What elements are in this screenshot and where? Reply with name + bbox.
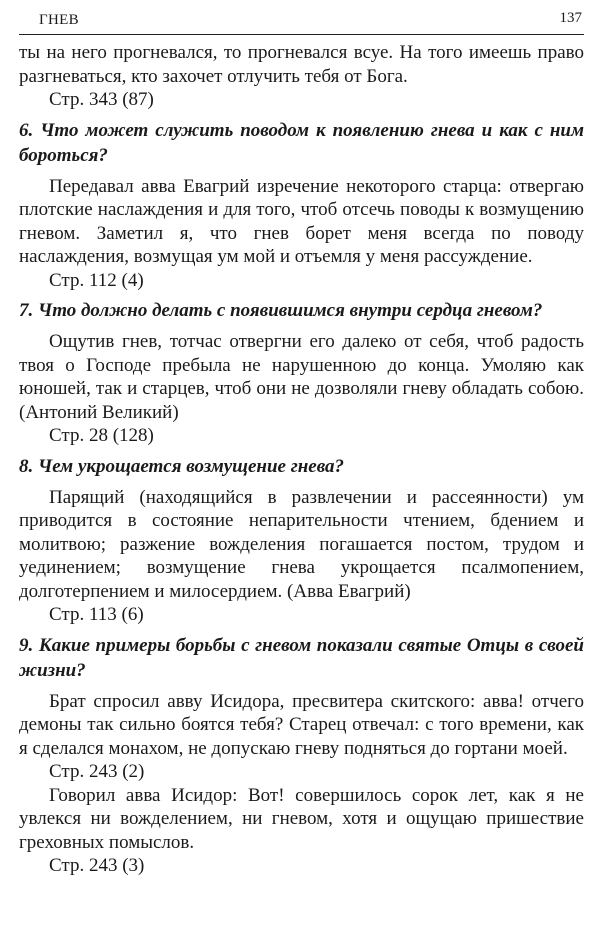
continuation-paragraph: ты на него прогневался, то прогневался всуе. На того имеешь право разгневаться, кто захочет отлучить тебя от Бога. — [19, 42, 584, 87]
answer-paragraph: Ощутив гнев, тотчас отвергни его далеко от себя, чтоб радость твоя о Господе пребыла не нарушенною до конца. Умоляю как юношей, так и старцев, чтоб они не дозволяли гневу обладать собою. (Антоний Великий) — [19, 331, 584, 423]
page-content — [19, 41, 584, 878]
question-heading-6: 6. Что может служить поводом к появлению гнева и как с ним бороться? — [19, 119, 584, 166]
source-reference: Стр. 343 (87) — [49, 89, 154, 110]
source-reference: Стр. 243 (3) — [49, 855, 145, 876]
answer-paragraph: Говорил авва Исидор: Вот! совершилось сорок лет, как я не увлекся ни вожделением, ни гневом, хотя и ощущаю пришествие греховных помыслов. — [19, 784, 584, 853]
page-header — [19, 0, 584, 35]
book-page — [19, 0, 584, 878]
answer-paragraph: Брат спросил авву Исидора, пресвитера скитского: авва! отчего демоны так сильно боятся тебя? Старец отвечал: с того времени, как я сделался монахом, не допускаю гневу подняться до гортани моей. — [19, 690, 584, 759]
source-reference: Стр. 243 (2) — [49, 761, 145, 782]
page-number: 137 — [559, 10, 582, 26]
source-reference: Стр. 28 (128) — [49, 425, 154, 446]
question-heading-9: 9. Какие примеры борьбы с гневом показали святые Отцы в своей жизни? — [19, 634, 584, 681]
source-reference: Стр. 113 (6) — [49, 604, 144, 625]
question-heading-8: 8. Чем укрощается возмущение гнева? — [19, 455, 345, 477]
question-heading-7: 7. Что должно делать с появившимся внутри сердца гневом? — [19, 300, 543, 321]
answer-paragraph: Передавал авва Евагрий изречение некоторого старца: отвергаю плотские наслаждения и для того, чтоб отсечь поводы к возмущению гневом. Заметил я, что гнев борет меня всегда по поводу наслаждения, возмущая ум мой и отъемля у меня рассуждение. — [19, 175, 584, 267]
source-reference: Стр. 112 (4) — [49, 269, 144, 291]
answer-paragraph: Парящий (находящийся в развлечении и рассеянности) ум приводится в состояние непарительности чтением, бдением и молитвою; разжение вожделения погашается постом, трудом и уединением; возмущение гнева укрощается псалмопением, долготерпением и милосердием. (Авва Евагрий) — [19, 486, 584, 602]
running-title: ГНЕВ — [39, 12, 79, 28]
